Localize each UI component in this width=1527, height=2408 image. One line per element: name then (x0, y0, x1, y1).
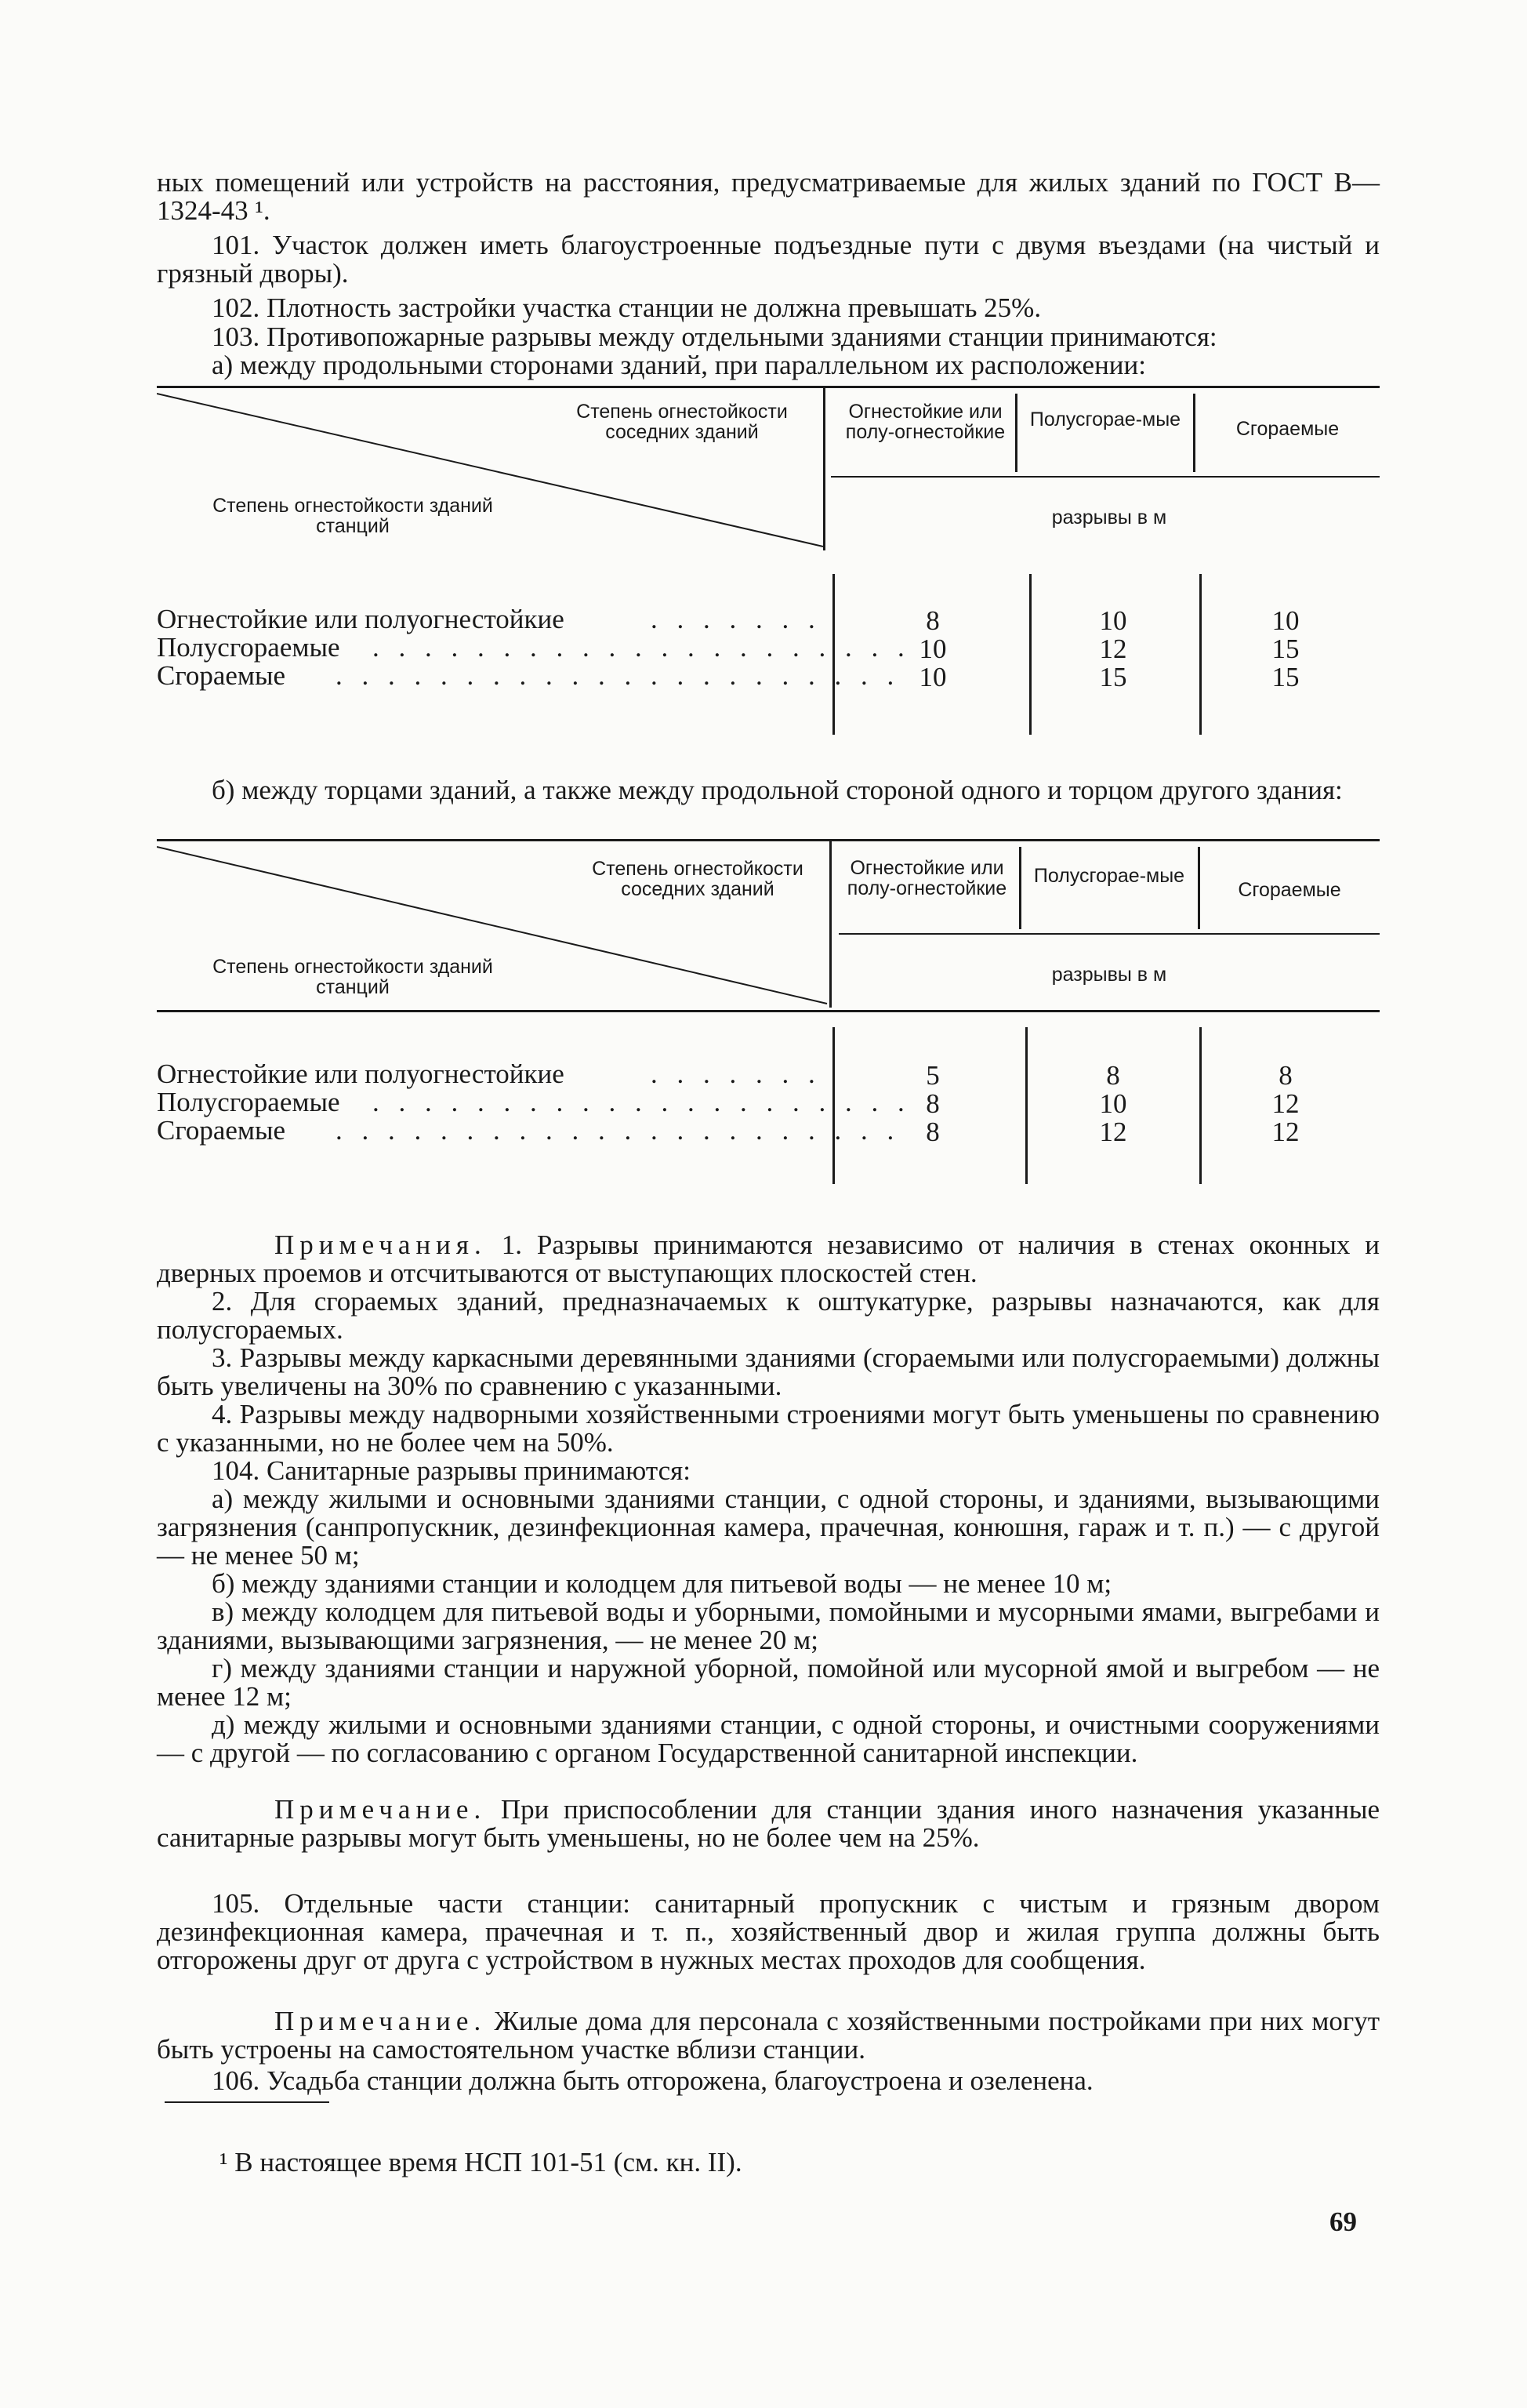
column-divider (1015, 394, 1017, 472)
paragraph-103a: а) между продольными сторонами зданий, при параллельном их расположении: (212, 350, 1146, 380)
column-header-combustible: Сгораемые (1238, 879, 1341, 901)
body-divider (1199, 1027, 1202, 1184)
table-cell: 12 (1099, 1117, 1127, 1147)
note-3: 3. Разрывы между каркасными деревянными зданиями (сгораемыми или полусгораемыми) должны быть увеличены на 30% по сравнению с указанными. (157, 1342, 1380, 1401)
table-cell: 10 (1099, 605, 1127, 636)
row-label: Сгораемые (157, 660, 286, 691)
table-cell: 8 (926, 605, 940, 636)
table-cell: 10 (919, 634, 947, 664)
note-1: 1. Разрывы принимаются независимо от наличия в стенах оконных и дверных проемов и отсчитываются от выступающих плоскостей стен. (157, 1229, 1380, 1288)
leader-dots: . . . . . . . (651, 604, 822, 634)
column-divider (1019, 847, 1021, 929)
leader-dots: . . . . . . . . . . . . . . . . . . . . . . (336, 1115, 901, 1146)
corner-header-bottom: Степень огнестойкости зданий станций (212, 495, 493, 537)
table-cell: 12 (1271, 1088, 1300, 1119)
paragraph-104: 104. Санитарные разрывы принимаются: (212, 1455, 691, 1486)
table-cell: 5 (926, 1060, 940, 1091)
table-cell: 8 (1279, 1060, 1293, 1091)
corner-header-top: Степень огнестойкости соседних зданий (576, 401, 788, 443)
table-cell: 12 (1271, 1117, 1300, 1147)
column-header-fireproof: Огнестойкие или полу-огнестойкие (847, 857, 1007, 899)
footnote-rule (165, 2101, 329, 2103)
note-heading: Примечание. (274, 2006, 487, 2036)
table-cell: 15 (1271, 662, 1300, 692)
row-label: Огнестойкие или полуогнестойкие (157, 1059, 564, 1089)
header-bottom-rule (157, 1010, 1380, 1012)
item-104b: б) между зданиями станции и колодцем для питьевой воды — не менее 10 м; (212, 1568, 1112, 1599)
paragraph-105: 105. Отдельные части станции: санитарный пропускник с чистым и грязным двором дезинфекционная камера, прачечная и т. п., хозяйственный двор и жилая группа должны быть отгорожены друг от друга с устройством в нужных местах проходов для сообщения. (157, 1888, 1380, 1975)
table-cell: 10 (919, 662, 947, 692)
body-divider (1025, 1027, 1028, 1184)
page-number: 69 (1329, 2206, 1357, 2237)
table-cell: 8 (926, 1088, 940, 1119)
table-cell: 10 (1099, 1088, 1127, 1119)
leader-dots: . . . . . . . . . . . . . . . . . . . . . (372, 632, 911, 663)
item-104g: г) между зданиями станции и наружной уборной, помойной или мусорной ямой и выгребом — не менее 12 м; (157, 1653, 1380, 1712)
table-cell: 8 (926, 1117, 940, 1147)
item-104d: д) между жилыми и основными зданиями станции, с одной стороны, и очистными сооружениями— с другой — по согласованию с органом Государственной санитарной инспекции. (157, 1709, 1380, 1768)
row-label: Полусгораемые (157, 1087, 340, 1117)
note-text: При приспособлении для станции здания иного назначения указанные санитарные разрывы могут быть уменьшены, но не более чем на 25%. (157, 1794, 1380, 1853)
note-4: 4. Разрывы между надворными хозяйственными строениями могут быть уменьшены по сравнению с указанными, но не более чем на 50%. (157, 1399, 1380, 1458)
row-label: Сгораемые (157, 1115, 286, 1146)
gaps-unit-header: разрывы в м (1051, 964, 1167, 986)
item-104a: а) между жилыми и основными зданиями станции, с одной стороны, и зданиями, вызывающими загрязнения (санпропускник, дезинфекционная камера, прачечная, конюшня, гараж и т. п.) — с другой — не менее 50 м; (157, 1484, 1380, 1571)
paragraph-102: 102. Плотность застройки участка станции не должна превышать 25%. (212, 292, 1042, 323)
table-cell: 10 (1271, 605, 1300, 636)
table-cell: 12 (1099, 634, 1127, 664)
continued-paragraph: ных помещений или устройств на расстояния, предусматриваемые для жилых зданий по ГОСТ В—1324-43 ¹. (157, 167, 1380, 226)
paragraph-104-block (157, 1457, 1380, 1767)
row-label: Огнестойкие или полуогнестойкие (157, 604, 564, 634)
note-text: Жилые дома для персонала с хозяйственными постройками при них могут быть устроены на самостоятельном участке вблизи станции. (157, 2006, 1380, 2065)
paragraph-106-block (157, 2067, 1380, 2095)
header-divider (823, 386, 825, 550)
notes-block (157, 1231, 1380, 1457)
corner-header-top: Степень огнестойкости соседних зданий (592, 858, 803, 900)
leader-dots: . . . . . . . (651, 1059, 822, 1089)
note-2: 2. Для сгораемых зданий, предназначаемых к оштукатурке, разрывы назначаются, как для полусгораемых. (157, 1286, 1380, 1345)
table-cell: 15 (1099, 662, 1127, 692)
footnote: ¹ В настоящее время НСП 101-51 (см. кн. II). (219, 2147, 742, 2177)
column-header-semi-combustible: Полусгорае-мые (1033, 865, 1185, 887)
paragraph-105-block (157, 1890, 1380, 1974)
notes-heading: Примечания. (274, 1229, 487, 1260)
corner-header-bottom: Степень огнестойкости зданий станций (212, 956, 493, 998)
column-header-fireproof: Огнестойкие или полу-огнестойкие (845, 401, 1006, 443)
note-104-block (157, 1796, 1380, 1852)
paragraph-103: 103. Противопожарные разрывы между отдельными зданиями станции принимаются: (212, 321, 1217, 352)
leader-dots: . . . . . . . . . . . . . . . . . . . . . . (336, 660, 901, 691)
gaps-unit-header: разрывы в м (1051, 507, 1167, 528)
leader-dots: . . . . . . . . . . . . . . . . . . . . . (372, 1087, 911, 1117)
header-divider (829, 839, 832, 1008)
column-header-combustible: Сгораемые (1235, 418, 1340, 440)
table-cell: 8 (1106, 1060, 1120, 1091)
paragraph-103b: б) между торцами зданий, а также между продольной стороной одного и торцом другого здания: (212, 775, 1343, 805)
column-header-semi-combustible: Полусгорае-мые (1029, 409, 1181, 430)
body-divider (1199, 574, 1202, 735)
header-rule (831, 476, 1380, 478)
note-heading: Примечание. (274, 1794, 487, 1825)
table-cell: 15 (1271, 634, 1300, 664)
header-rule (839, 933, 1380, 935)
paragraph-101: 101. Участок должен иметь благоустроенные подъездные пути с двумя въездами (на чистый и грязный дворы). (157, 230, 1380, 289)
note-105-block (157, 2007, 1380, 2064)
row-label: Полусгораемые (157, 632, 340, 663)
fire-gaps-table-b (157, 839, 1380, 1192)
paragraph-106: 106. Усадьба станции должна быть отгорожена, благоустроена и озеленена. (212, 2065, 1094, 2096)
item-104v: в) между колодцем для питьевой воды и уборными, помойными и мусорными ямами, выгребами и зданиями, вызывающими загрязнения, — не менее 20 м; (157, 1596, 1380, 1655)
body-divider (1029, 574, 1032, 735)
fire-gaps-table-a (157, 386, 1380, 739)
